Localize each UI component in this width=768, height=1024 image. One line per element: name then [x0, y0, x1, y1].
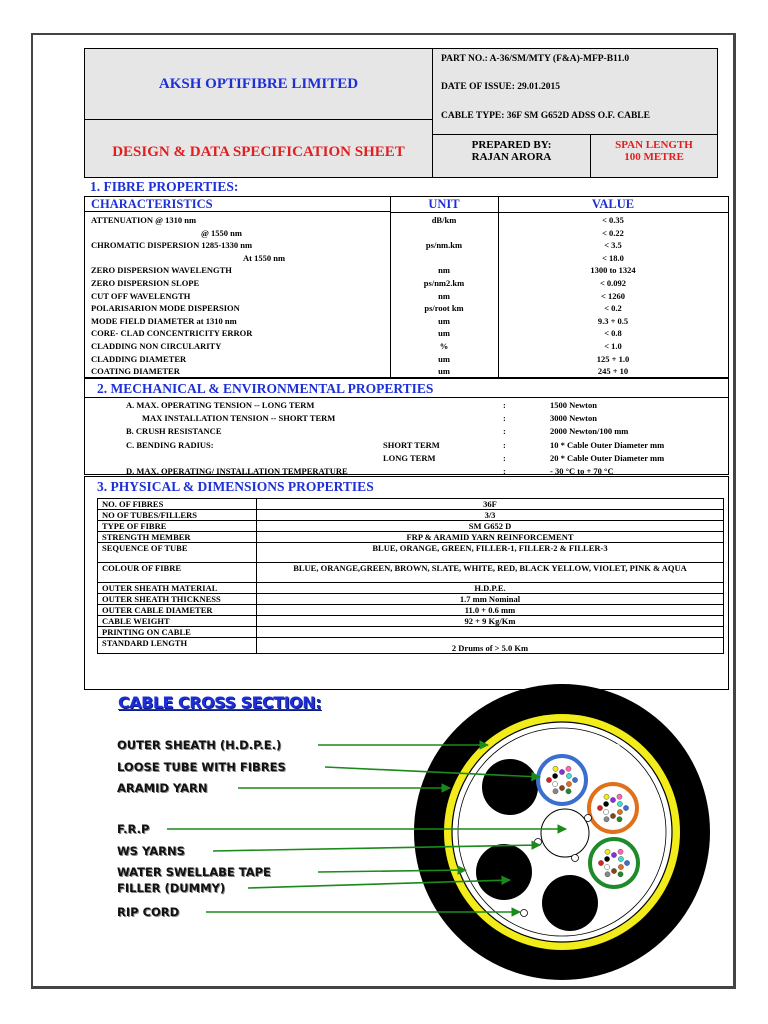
fibre-char: MODE FIELD DIAMETER at 1310 nm [91, 315, 237, 326]
fibre-dot [546, 777, 551, 782]
phys-value: 2 Drums of > 5.0 Km [257, 638, 724, 654]
fibre-dot [605, 872, 610, 877]
fibre-dot [617, 794, 622, 799]
fibre-dot [553, 766, 558, 771]
mech-label: C. BENDING RADIUS: [126, 439, 214, 450]
phys-key: PRINTING ON CABLE [98, 627, 257, 638]
fibre-char: ZERO DISPERSION SLOPE [91, 278, 200, 288]
fibre-unit: nm [438, 265, 450, 276]
fibre-dot [566, 773, 571, 778]
span-length-label: SPAN LENGTH [615, 139, 693, 151]
tube-orange [589, 784, 637, 832]
fibre-dot [610, 797, 615, 802]
fibre-dot [604, 817, 609, 822]
mech-colon: : [503, 452, 506, 463]
sheet-title: DESIGN & DATA SPECIFICATION SHEET [112, 143, 405, 160]
fibre-char: CUT OFF WAVELENGTH [91, 290, 191, 301]
fibre-char: ATTENUATION @ 1310 nm [91, 215, 197, 225]
fibre-unit: um [438, 315, 450, 326]
phys-value: 36F [257, 499, 724, 510]
mech-label: B. CRUSH RESISTANCE [126, 426, 222, 437]
fibre-char: COATING DIAMETER [91, 366, 180, 377]
fibre-dot [553, 789, 558, 794]
phys-key: OUTER SHEATH MATERIAL [98, 583, 257, 594]
fibre-value: < 1260 [601, 290, 625, 301]
mech-value: 2000 Newton/100 mm [550, 426, 629, 437]
frp-center [541, 809, 589, 857]
fibre-dot [598, 860, 603, 865]
fibre-dot [603, 809, 608, 814]
mech-value: - 30 °C to + 70 °C [550, 466, 614, 476]
mech-value: 3000 Newton [550, 413, 597, 424]
fibre-dot [566, 766, 571, 771]
filler-1 [482, 759, 538, 815]
fibre-dot [566, 789, 571, 794]
fibre-unit: ps/root km [424, 303, 464, 314]
fibre-unit: um [438, 328, 450, 339]
cross-section-label: F.R.P [117, 822, 150, 836]
phys-value: BLUE, ORANGE,GREEN, BROWN, SLATE, WHITE, RED, BLACK YELLOW, VIOLET, PINK & AQUA [257, 563, 724, 583]
fibre-char: POLARISARION MODE DISPERSION [91, 303, 240, 314]
fibre-unit: nm [438, 290, 450, 301]
fibre-value: < 0.2 [604, 303, 622, 314]
mech-label: MAX INSTALLATION TENSION -- SHORT TERM [142, 413, 336, 424]
fibre-dot [611, 852, 616, 857]
fibre-unit: % [439, 341, 449, 351]
phys-key: NO OF TUBES/FILLERS [98, 510, 257, 521]
mech-label: D. MAX. OPERATING/ INSTALLATION TEMPERATURE [126, 466, 348, 476]
fibre-dot [611, 868, 616, 873]
fibre-value: < 0.35 [602, 215, 624, 225]
mech-value: 10 * Cable Outer Diameter mm [550, 439, 665, 450]
fibre-unit: um [438, 353, 450, 364]
fibre-value: < 0.8 [604, 328, 622, 339]
fibre-dot [618, 849, 623, 854]
filler-3 [542, 875, 598, 931]
prepared-by-name: RAJAN ARORA [471, 151, 552, 163]
fibre-char: CLADDING NON CIRCULARITY [91, 341, 222, 351]
phys-key: COLOUR OF FIBRE [98, 563, 257, 583]
date-of-issue: DATE OF ISSUE: 29.01.2015 [441, 82, 561, 92]
fibre-dot [604, 856, 609, 861]
phys-value: H.D.P.E. [257, 583, 724, 594]
mech-colon: : [503, 413, 506, 424]
phys-value: BLUE, ORANGE, GREEN, FILLER-1, FILLER-2 & FILLER-3 [257, 543, 724, 563]
fibre-char: CLADDING DIAMETER [91, 353, 187, 364]
fibre-dot [624, 860, 629, 865]
cross-section-label: LOOSE TUBE WITH FIBRES [117, 760, 286, 774]
fibre-value: 1300 to 1324 [590, 265, 636, 276]
fibre-dot [566, 781, 571, 786]
sheath-dot [614, 744, 620, 750]
phys-key: STRENGTH MEMBER [98, 532, 257, 543]
cross-section-label: ARAMID YARN [117, 781, 208, 795]
phys-value: 11.0 + 0.6 mm [257, 605, 724, 616]
mech-sub: SHORT TERM [383, 439, 440, 450]
fibre-dot [604, 794, 609, 799]
mech-label: A. MAX. OPERATING TENSION -- LONG TERM [126, 400, 315, 410]
fibre-dot [552, 781, 557, 786]
fibre-dot [559, 769, 564, 774]
cross-section-label: OUTER SHEATH (H.D.P.E.) [117, 738, 282, 752]
fibre-value: 125 + 1.0 [596, 353, 630, 364]
fibre-dot [618, 856, 623, 861]
phys-key: OUTER SHEATH THICKNESS [98, 594, 257, 605]
fibre-char: At 1550 nm [243, 252, 286, 263]
phys-value: SM G652 D [257, 521, 724, 532]
fibre-value: 245 + 10 [597, 366, 629, 377]
mech-section-title: 2. MECHANICAL & ENVIRONMENTAL PROPERTIES [97, 381, 434, 396]
fibre-dot [552, 773, 557, 778]
fibre-dot [617, 801, 622, 806]
phys-key: OUTER CABLE DIAMETER [98, 605, 257, 616]
col-value: VALUE [498, 197, 728, 213]
fibre-dot [623, 805, 628, 810]
rip-cord [521, 910, 528, 917]
phys-key: TYPE OF FIBRE [98, 521, 257, 532]
mech-value: 20 * Cable Outer Diameter mm [550, 452, 665, 463]
fibre-value: < 3.5 [604, 240, 622, 251]
company-name: AKSH OPTIFIBRE LIMITED [85, 49, 432, 120]
tube-blue [538, 756, 586, 804]
col-characteristics: CHARACTERISTICS [85, 197, 390, 212]
fibre-dot [617, 817, 622, 822]
fibre-dot [572, 777, 577, 782]
phys-value: 1.7 mm Nominal [257, 594, 724, 605]
mech-colon: : [503, 400, 506, 410]
fibre-char: ZERO DISPERSION WAVELENGTH [91, 265, 232, 276]
phys-value: 3/3 [257, 510, 724, 521]
phys-key: STANDARD LENGTH [98, 638, 257, 654]
phys-key: SEQUENCE OF TUBE [98, 543, 257, 563]
span-length-value: 100 METRE [624, 151, 684, 163]
phys-value: 92 + 9 Kg/Km [257, 616, 724, 627]
fibre-value: 9.3 + 0.5 [597, 315, 629, 326]
fibre-value: < 1.0 [604, 341, 622, 351]
tube-green [590, 839, 638, 887]
fibre-char: CHROMATIC DISPERSION 1285-1330 nm [91, 240, 253, 251]
fibre-dot [618, 872, 623, 877]
fibre-dot [605, 849, 610, 854]
col-unit: UNIT [390, 197, 498, 213]
mech-colon: : [503, 426, 506, 437]
mech-sub: LONG TERM [383, 452, 436, 463]
fibre-dot [597, 805, 602, 810]
cross-section-label: WATER SWELLABE TAPE [117, 865, 271, 879]
fibre-unit: ps/nm.km [425, 240, 463, 251]
fibre-value: < 0.22 [602, 227, 624, 238]
fibre-char: CORE- CLAD CONCENTRICITY ERROR [91, 328, 253, 339]
mech-colon: : [503, 466, 506, 476]
fibre-dot [559, 785, 564, 790]
fibre-unit: dB/km [431, 215, 457, 225]
mech-colon: : [503, 439, 506, 450]
fibre-dot [604, 864, 609, 869]
cross-section-label: FILLER (DUMMY) [117, 881, 226, 895]
cable-type: CABLE TYPE: 36F SM G652D ADSS O.F. CABLE [441, 111, 650, 121]
mech-value: 1500 Newton [550, 400, 597, 410]
fibre-value: < 18.0 [602, 252, 624, 263]
cross-section-title: CABLE CROSS SECTION: [118, 693, 322, 712]
phys-value: FRP & ARAMID YARN REINFORCEMENT [257, 532, 724, 543]
fibre-dot [610, 813, 615, 818]
cross-section-label: WS YARNS [117, 844, 185, 858]
phys-key: NO. OF FIBRES [98, 499, 257, 510]
fibre-dot [618, 864, 623, 869]
fibre-value: < 0.092 [599, 278, 627, 288]
filler-2 [476, 844, 532, 900]
fibre-dot [617, 809, 622, 814]
part-no: PART NO.: A-36/SM/MTY (F&A)-MFP-B11.0 [441, 54, 630, 64]
prepared-by-label: PREPARED BY: [471, 139, 552, 151]
fibre-section-title: 1. FIBRE PROPERTIES: [90, 179, 239, 194]
phys-section-title: 3. PHYSICAL & DIMENSIONS PROPERTIES [97, 479, 374, 494]
fibre-char: @ 1550 nm [201, 227, 242, 238]
fibre-unit: ps/nm2.km [423, 278, 465, 288]
fibre-dot [603, 801, 608, 806]
fibre-unit: um [438, 366, 450, 377]
phys-key: CABLE WEIGHT [98, 616, 257, 627]
cross-section-label: RIP CORD [117, 905, 180, 919]
